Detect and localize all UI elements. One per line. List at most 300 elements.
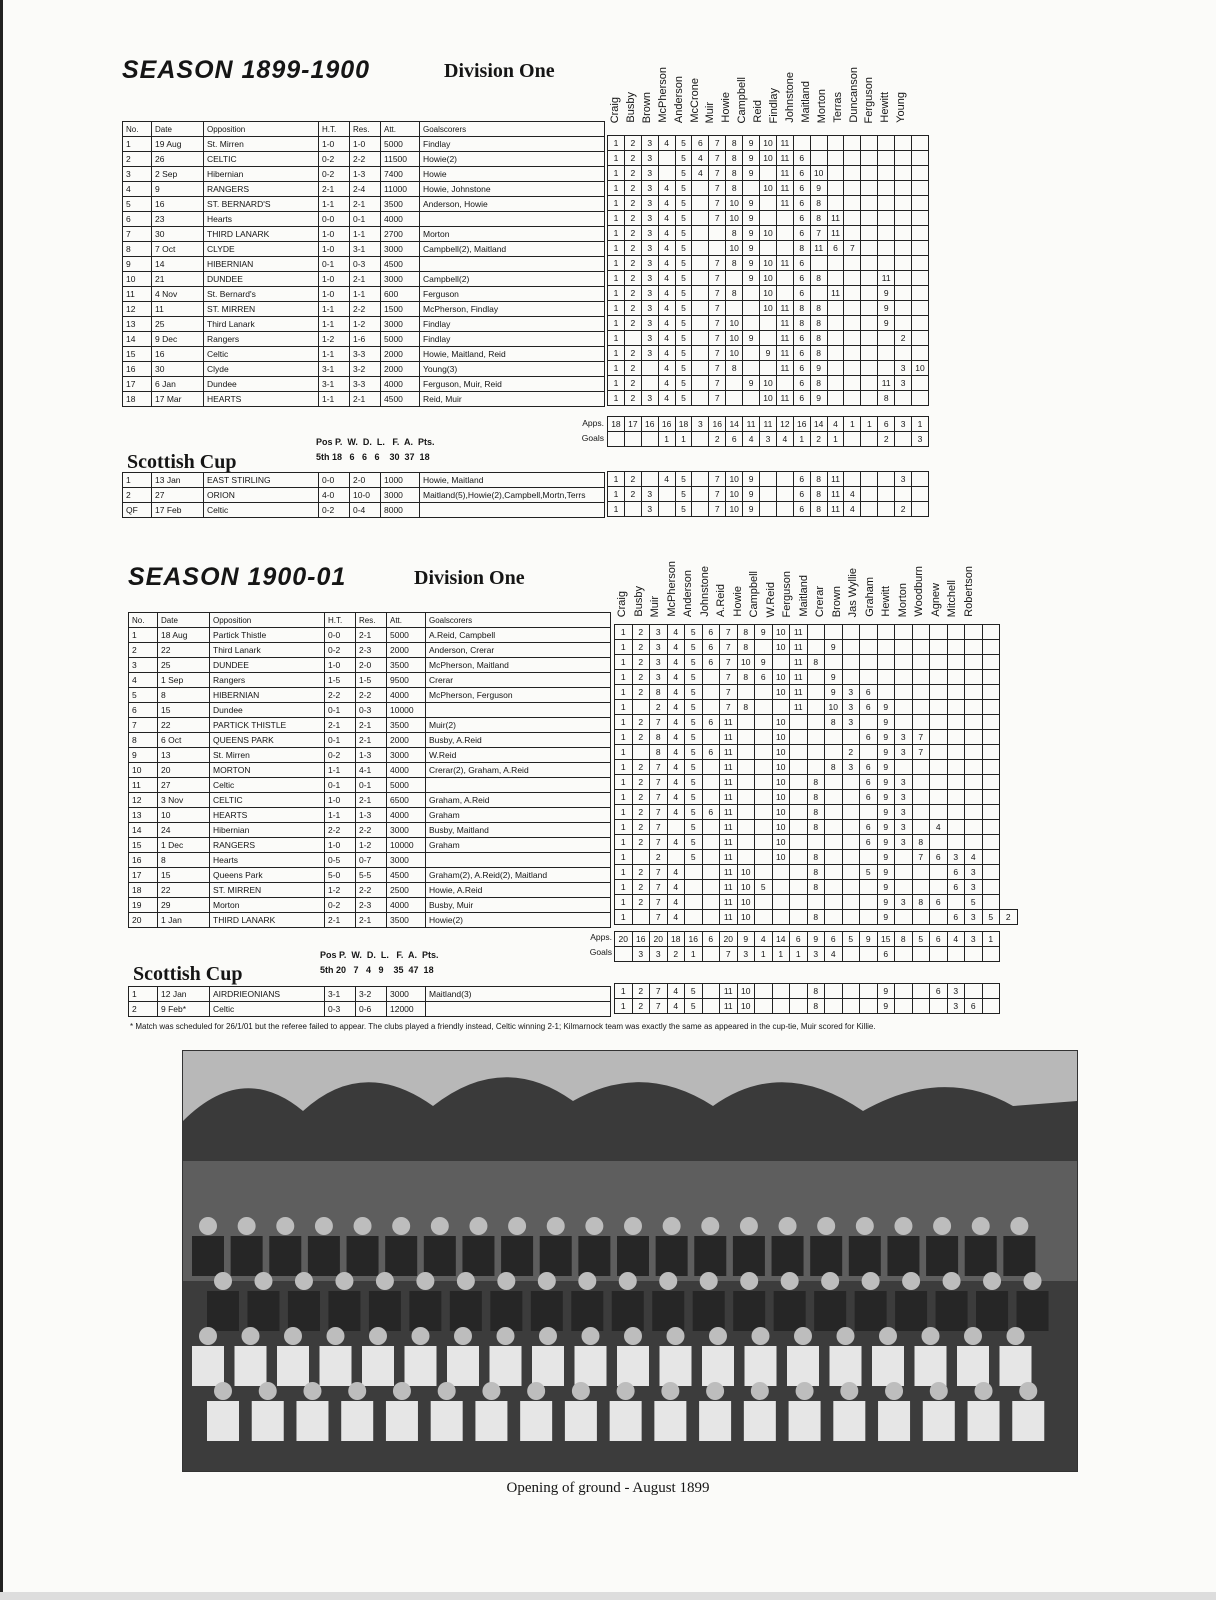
- lineup-cell: 10: [737, 999, 755, 1014]
- person-head: [327, 1327, 345, 1345]
- lineup-cell: 11: [776, 331, 793, 346]
- lineup-cell: [965, 640, 983, 655]
- lineup-cell: 8: [737, 700, 755, 715]
- lineup-cell: [930, 760, 948, 775]
- opposition: ORION: [204, 488, 319, 503]
- lineup-cell: 2: [632, 835, 650, 850]
- lineup-cell: 11: [878, 376, 895, 391]
- lineup-cell: [844, 271, 861, 286]
- lineup-row: [608, 331, 929, 346]
- half-time: 2-1: [319, 182, 350, 197]
- player-name: [746, 537, 763, 617]
- lineup-cell: [965, 685, 983, 700]
- lineup-cell: 9: [877, 895, 895, 910]
- page-bottom-edge: [0, 1592, 1216, 1600]
- lineup-cell: [930, 670, 948, 685]
- lineup-cell: 10: [772, 670, 790, 685]
- lineup-cell: [842, 865, 860, 880]
- lineup-cell: 7: [650, 820, 668, 835]
- lineup-cell: 9: [743, 151, 760, 166]
- lineup-cell: [912, 487, 929, 502]
- match-row: [129, 898, 611, 913]
- match-date: 27: [152, 488, 204, 503]
- lineup-row: [615, 685, 1018, 700]
- lineup-cell: 9: [877, 910, 895, 925]
- lineup-cell: 4: [667, 835, 685, 850]
- half-time: 1-5: [325, 673, 356, 688]
- person-head: [1019, 1382, 1037, 1400]
- half-time: 0-5: [325, 853, 356, 868]
- lineup-cell: [860, 895, 878, 910]
- result: 1-0: [350, 137, 381, 152]
- lineup-cell: 10: [726, 346, 743, 361]
- lineup-cell: 2: [632, 820, 650, 835]
- lineup-cell: [895, 947, 913, 962]
- person-head: [259, 1382, 277, 1400]
- opposition: CELTIC: [204, 152, 319, 167]
- lineup-cell: [930, 625, 948, 640]
- lineup-cell: 10: [760, 301, 777, 316]
- person-head: [354, 1217, 372, 1235]
- lineup-cell: 4: [667, 880, 685, 895]
- person-body: [207, 1401, 239, 1441]
- lineup-cell: 2: [624, 376, 641, 391]
- lineup-cell: 8: [737, 670, 755, 685]
- match-row: [129, 763, 611, 778]
- person-head: [572, 1382, 590, 1400]
- result: 2-1: [356, 793, 387, 808]
- lineup-cell: [947, 745, 965, 760]
- lineup-cell: 11: [790, 640, 808, 655]
- lineup-row: [608, 432, 929, 447]
- opposition: CLYDE: [204, 242, 319, 257]
- player-name: [779, 537, 796, 617]
- lineup-cell: [895, 670, 913, 685]
- lineup-cell: 4: [667, 790, 685, 805]
- lineup-cell: [692, 361, 709, 376]
- match-row: [123, 152, 605, 167]
- lineup-cell: [842, 850, 860, 865]
- player-name-label: Muir: [649, 595, 661, 617]
- lineup-cell: [947, 625, 965, 640]
- result: 0-3: [356, 703, 387, 718]
- lineup-cell: 5: [982, 910, 1000, 925]
- lineup-cell: [790, 715, 808, 730]
- person-head: [376, 1272, 394, 1290]
- lineup-cell: [844, 472, 861, 487]
- lineup-cell: 1: [772, 947, 790, 962]
- player-name-label: Young: [895, 92, 908, 123]
- lineup-cell: 4: [965, 850, 983, 865]
- lineup-row: [608, 151, 929, 166]
- lineup-cell: [807, 685, 825, 700]
- lineup-cell: [947, 685, 965, 700]
- lineup-cell: [861, 226, 878, 241]
- lineup-cell: [947, 700, 965, 715]
- attendance: 2000: [387, 733, 426, 748]
- goalscorers: Graham(2), A.Reid(2), Maitland: [426, 868, 611, 883]
- lineup-cell: [912, 271, 929, 286]
- lineup-cell: [982, 655, 1000, 670]
- lineup-cell: 2: [624, 346, 641, 361]
- lineup-cell: 3: [895, 820, 913, 835]
- lineup-cell: 10: [912, 361, 929, 376]
- lineup-cell: 5: [675, 502, 692, 517]
- lineup-cell: 7: [912, 730, 930, 745]
- lineup-cell: [755, 715, 773, 730]
- person-body: [872, 1346, 904, 1386]
- lineup-cell: 7: [650, 760, 668, 775]
- person-body: [578, 1236, 610, 1276]
- attendance: 3000: [381, 317, 420, 332]
- player-name: [944, 537, 961, 617]
- lineup-cell: 10: [760, 181, 777, 196]
- opposition: Third Lanark: [204, 317, 319, 332]
- result: 5-5: [356, 868, 387, 883]
- match-row: [123, 503, 605, 518]
- goalscorers: [420, 257, 605, 272]
- person-head: [369, 1327, 387, 1345]
- lineup-row: [608, 256, 929, 271]
- lineup-cell: 5: [685, 655, 703, 670]
- lineup-cell: [807, 760, 825, 775]
- lineup-cell: [827, 376, 844, 391]
- lineup-cell: 8: [726, 181, 743, 196]
- lineup-cell: [861, 196, 878, 211]
- lineup-cell: [772, 910, 790, 925]
- player-name-label: Anderson: [682, 569, 694, 617]
- lineup-cell: [930, 865, 948, 880]
- lineup-cell: 7: [709, 361, 726, 376]
- lineup-cell: 7: [709, 196, 726, 211]
- person-body: [965, 1236, 997, 1276]
- half-time: 0-0: [319, 473, 350, 488]
- player-name: [718, 43, 734, 123]
- lineup-cell: 2: [842, 745, 860, 760]
- match-number: 9: [129, 748, 158, 763]
- lineup-cell: [772, 700, 790, 715]
- goalscorers: Howie, Maitland: [420, 473, 605, 488]
- goalscorers: Howie, A.Reid: [426, 883, 611, 898]
- person-body: [501, 1236, 533, 1276]
- match-number: 7: [123, 227, 152, 242]
- lineup-cell: 10: [772, 640, 790, 655]
- lineup-row: [615, 715, 1018, 730]
- lineup-cell: 8: [726, 361, 743, 376]
- lineup-cell: [895, 136, 912, 151]
- half-time: 0-1: [325, 733, 356, 748]
- column-header: H.T.: [319, 122, 350, 137]
- person-body: [830, 1346, 862, 1386]
- goalscorers: Busby, A.Reid: [426, 733, 611, 748]
- result: 2-1: [350, 392, 381, 407]
- lineup-cell: 8: [726, 286, 743, 301]
- match-number: 17: [129, 868, 158, 883]
- lineup-cell: 4: [658, 136, 675, 151]
- goalscorers: Graham: [426, 808, 611, 823]
- lineup-cell: [878, 472, 895, 487]
- goalscorers: Morton: [420, 227, 605, 242]
- lineup-cell: 9: [743, 472, 760, 487]
- lineup-cell: [878, 226, 895, 241]
- match-number: 16: [123, 362, 152, 377]
- lineup-cell: [947, 820, 965, 835]
- lineup-cell: 10: [760, 391, 777, 406]
- player-name-label: Muir: [704, 101, 717, 123]
- lineup-cell: [692, 346, 709, 361]
- person-body: [654, 1401, 686, 1441]
- lineup-cell: 5: [685, 640, 703, 655]
- page-edge: [0, 0, 3, 1600]
- lineup-cell: 8: [810, 487, 827, 502]
- lineup-cell: 9: [755, 655, 773, 670]
- lineup-cell: 1: [615, 745, 633, 760]
- lineup-cell: 7: [709, 391, 726, 406]
- person-body: [789, 1401, 821, 1441]
- match-number: 5: [123, 197, 152, 212]
- lineup-cell: [755, 700, 773, 715]
- lineup-cell: [692, 472, 709, 487]
- lineup-cell: 11: [790, 685, 808, 700]
- lineup-cell: [861, 136, 878, 151]
- opposition: HEARTS: [210, 808, 325, 823]
- lineup-cell: 7: [709, 331, 726, 346]
- season1-lineup-grid: [607, 135, 929, 406]
- column-header: Goalscorers: [420, 122, 605, 137]
- lineup-cell: 6: [930, 895, 948, 910]
- result: 2-1: [356, 718, 387, 733]
- opposition: ST. BERNARD'S: [204, 197, 319, 212]
- lineup-cell: [965, 775, 983, 790]
- lineup-cell: [702, 984, 720, 999]
- opposition: Hibernian: [210, 823, 325, 838]
- lineup-cell: [965, 715, 983, 730]
- lineup-cell: 3: [895, 805, 913, 820]
- match-row: [129, 643, 611, 658]
- opposition: HIBERNIAN: [204, 257, 319, 272]
- lineup-cell: 7: [709, 376, 726, 391]
- lineup-cell: 3: [965, 932, 983, 947]
- lineup-cell: [692, 502, 709, 517]
- person-body: [733, 1236, 765, 1276]
- lineup-cell: 2: [632, 790, 650, 805]
- player-name-label: Craig: [609, 96, 621, 123]
- person-head: [348, 1382, 366, 1400]
- player-name-label: McCrone: [688, 78, 701, 123]
- opposition: MORTON: [210, 763, 325, 778]
- result: 2-2: [356, 823, 387, 838]
- lineup-cell: 7: [650, 715, 668, 730]
- person-head: [902, 1272, 920, 1290]
- lineup-cell: [641, 361, 658, 376]
- match-row: [129, 987, 611, 1002]
- lineup-cell: 10: [737, 880, 755, 895]
- lineup-cell: [912, 502, 929, 517]
- lineup-cell: [947, 895, 965, 910]
- player-name-label: Robertson: [962, 566, 975, 617]
- lineup-cell: 9: [877, 820, 895, 835]
- lineup-cell: 11: [720, 790, 738, 805]
- lineup-cell: [827, 391, 844, 406]
- lineup-cell: 2: [632, 805, 650, 820]
- lineup-cell: [692, 432, 709, 447]
- attendance: 2700: [381, 227, 420, 242]
- lineup-cell: 2: [650, 700, 668, 715]
- lineup-cell: [692, 487, 709, 502]
- match-number: 15: [123, 347, 152, 362]
- match-row: [129, 748, 611, 763]
- lineup-cell: 1: [982, 932, 1000, 947]
- lineup-cell: [793, 136, 810, 151]
- person-body: [277, 1346, 309, 1386]
- lineup-cell: 3: [965, 865, 983, 880]
- person-head: [315, 1217, 333, 1235]
- lineup-cell: [737, 775, 755, 790]
- lineup-cell: 7: [709, 286, 726, 301]
- person-body: [231, 1236, 263, 1276]
- half-time: 1-1: [325, 763, 356, 778]
- lineup-cell: [776, 502, 793, 517]
- lineup-cell: 9: [810, 181, 827, 196]
- lineup-cell: 7: [709, 166, 726, 181]
- result: 1-3: [350, 167, 381, 182]
- lineup-cell: 6: [860, 790, 878, 805]
- lineup-row: [608, 196, 929, 211]
- lineup-cell: [861, 391, 878, 406]
- lineup-cell: [760, 241, 777, 256]
- lineup-cell: [825, 655, 843, 670]
- lineup-cell: 11: [720, 880, 738, 895]
- lineup-cell: 1: [608, 331, 625, 346]
- lineup-cell: 3: [641, 241, 658, 256]
- season1-apps-grid: [607, 416, 929, 447]
- lineup-cell: [667, 850, 685, 865]
- lineup-cell: 3: [895, 895, 913, 910]
- lineup-cell: 3: [965, 880, 983, 895]
- lineup-cell: 2: [895, 502, 912, 517]
- person-head: [964, 1327, 982, 1345]
- person-body: [424, 1236, 456, 1276]
- lineup-cell: [790, 865, 808, 880]
- lineup-cell: [827, 181, 844, 196]
- player-name: [911, 537, 928, 617]
- lineup-cell: [912, 760, 930, 775]
- lineup-cell: 4: [667, 685, 685, 700]
- match-row: [123, 362, 605, 377]
- half-time: 4-0: [319, 488, 350, 503]
- lineup-cell: [755, 730, 773, 745]
- lineup-cell: [702, 685, 720, 700]
- player-name: [623, 43, 639, 123]
- lineup-cell: [895, 286, 912, 301]
- lineup-cell: [685, 865, 703, 880]
- lineup-cell: [878, 136, 895, 151]
- lineup-cell: 3: [895, 472, 912, 487]
- person-head: [862, 1272, 880, 1290]
- attendance: 5000: [387, 628, 426, 643]
- lineup-cell: [615, 947, 633, 962]
- attendance: 11000: [381, 182, 420, 197]
- lineup-cell: [912, 715, 930, 730]
- lineup-cell: [982, 625, 1000, 640]
- lineup-cell: 6: [827, 241, 844, 256]
- lineup-cell: [632, 745, 650, 760]
- half-time: 0-0: [325, 628, 356, 643]
- match-row: [123, 317, 605, 332]
- opposition: THIRD LANARK: [204, 227, 319, 242]
- person-head: [214, 1382, 232, 1400]
- person-head: [619, 1272, 637, 1290]
- lineup-cell: 5: [860, 865, 878, 880]
- person-body: [926, 1236, 958, 1276]
- match-row: [123, 227, 605, 242]
- lineup-cell: 5: [685, 745, 703, 760]
- lineup-cell: [878, 331, 895, 346]
- result: 3-3: [350, 347, 381, 362]
- lineup-cell: 1: [608, 256, 625, 271]
- match-number: 2: [129, 1002, 158, 1017]
- person-head: [617, 1382, 635, 1400]
- lineup-cell: 11: [720, 805, 738, 820]
- match-row: [129, 868, 611, 883]
- person-head: [335, 1272, 353, 1290]
- lineup-cell: [877, 655, 895, 670]
- lineup-cell: [912, 166, 929, 181]
- lineup-cell: 16: [658, 417, 675, 432]
- half-time: 5-0: [325, 868, 356, 883]
- lineup-cell: 2: [878, 432, 895, 447]
- lineup-row: [608, 376, 929, 391]
- lineup-cell: [827, 166, 844, 181]
- result: 1-6: [350, 332, 381, 347]
- lineup-cell: 2: [624, 271, 641, 286]
- half-time: 1-1: [319, 347, 350, 362]
- lineup-cell: 10: [772, 835, 790, 850]
- person-body: [409, 1291, 441, 1331]
- person-head: [527, 1382, 545, 1400]
- lineup-cell: [726, 376, 743, 391]
- match-number: 1: [123, 137, 152, 152]
- person-head: [497, 1327, 515, 1345]
- lineup-cell: [860, 745, 878, 760]
- attendance: 3500: [387, 718, 426, 733]
- lineup-cell: 1: [608, 136, 625, 151]
- lineup-cell: 8: [793, 241, 810, 256]
- lineup-cell: 10: [760, 376, 777, 391]
- lineup-cell: 2: [624, 226, 641, 241]
- lineup-cell: 3: [760, 432, 777, 447]
- season1-title: SEASON 1899-1900: [122, 56, 371, 84]
- lineup-cell: [912, 865, 930, 880]
- opposition: RANGERS: [210, 838, 325, 853]
- match-row: [123, 392, 605, 407]
- player-name-label: McPherson: [665, 561, 678, 617]
- person-body: [652, 1291, 684, 1331]
- player-name: [655, 43, 671, 123]
- person-body: [915, 1346, 947, 1386]
- lineup-cell: 3: [947, 850, 965, 865]
- lineup-cell: 7: [709, 502, 726, 517]
- person-body: [252, 1401, 284, 1441]
- lineup-cell: 2: [632, 685, 650, 700]
- lineup-cell: [912, 820, 930, 835]
- lineup-cell: 5: [675, 316, 692, 331]
- lineup-cell: [844, 136, 861, 151]
- player-name: [928, 537, 945, 617]
- attendance: 3000: [387, 987, 426, 1002]
- match-date: 13: [158, 748, 210, 763]
- lineup-cell: 9: [825, 670, 843, 685]
